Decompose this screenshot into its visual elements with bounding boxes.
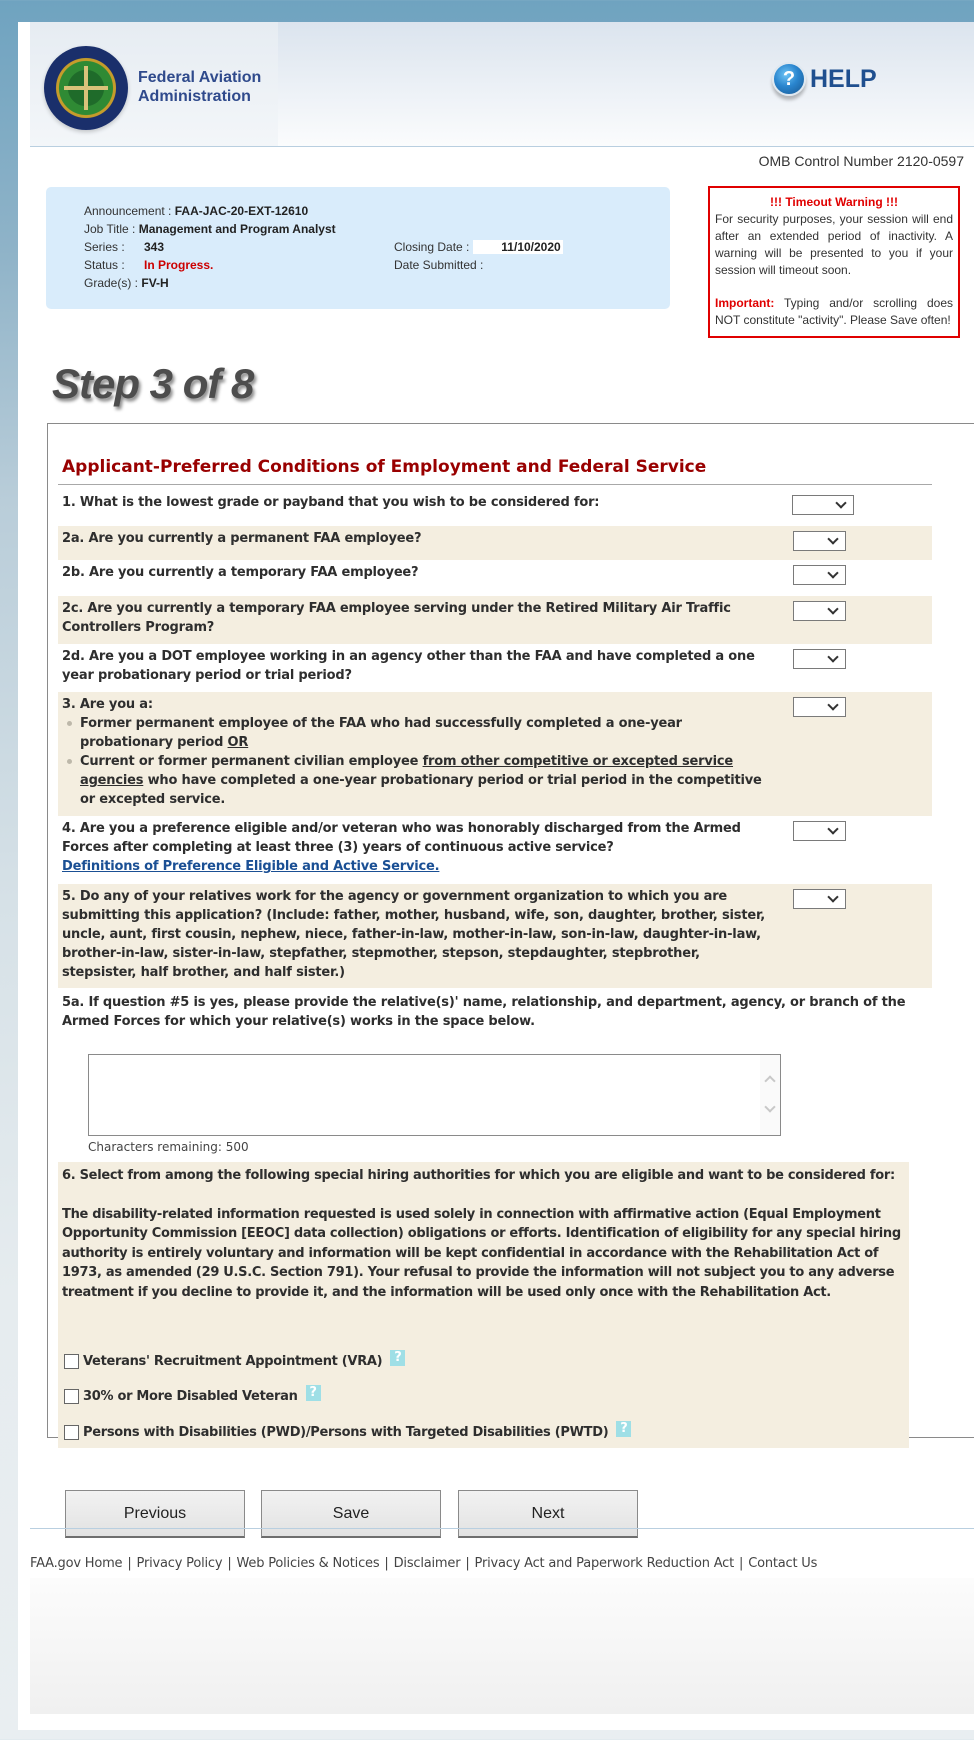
question-2a-text: 2a. Are you currently a permanent FAA employee? — [62, 531, 422, 546]
question-3-select[interactable] — [793, 697, 846, 717]
previous-button[interactable]: Previous — [65, 1490, 245, 1538]
brand-name — [138, 68, 261, 106]
closing-date-row — [394, 240, 563, 254]
question-6 — [58, 1162, 909, 1448]
help-button[interactable] — [772, 62, 877, 96]
question-2d-text: 2d. Are you a DOT employee working in an agency other than the FAA and have completed a one year probationary period or trial period? — [62, 649, 755, 683]
page-container — [18, 22, 974, 1730]
question-2b-select[interactable] — [793, 565, 846, 585]
separator: | — [465, 1556, 470, 1571]
question-4 — [58, 816, 932, 884]
question-2b-text: 2b. Are you currently a temporary FAA employee? — [62, 565, 419, 580]
separator: | — [739, 1556, 744, 1571]
bullet-1-text: Former permanent employee of the FAA who had successfully completed a one-year probationary period — [80, 716, 682, 750]
footer-panel — [30, 1578, 974, 1714]
bullet-2-underline: from other competitive or excepted service agencies — [80, 754, 734, 788]
announcement-label: Announcement : — [84, 204, 175, 218]
important-text: Typing and/or scrolling does NOT constitute "activity". Please Save often! — [715, 296, 953, 327]
question-4-select[interactable] — [793, 821, 846, 841]
timeout-title: !!! Timeout Warning !!! — [770, 195, 898, 209]
next-button[interactable]: Next — [458, 1490, 638, 1538]
question-5a-text: 5a. If question #5 is yes, please provide the relative(s)' name, relationship, and department, agency, or branch of the Armed Forces for which your relative(s) works in the space below. — [62, 995, 906, 1029]
vra-label: Veterans' Recruitment Appointment (VRA) — [83, 1354, 383, 1369]
separator: | — [227, 1556, 232, 1571]
save-button[interactable]: Save — [261, 1490, 441, 1538]
question-2a-select[interactable] — [793, 531, 846, 551]
timeout-warning — [708, 186, 960, 338]
question-3 — [58, 692, 932, 816]
footer-links — [30, 1556, 817, 1571]
timeout-body: For security purposes, your session will end after an extended period of inactivity. A warning will be presented to you if your session will timeout soon. — [715, 212, 953, 277]
status-label: Status : — [84, 258, 125, 272]
question-1 — [58, 490, 932, 524]
status-row — [84, 258, 213, 272]
question-2c — [58, 596, 932, 644]
chevron-down-icon — [827, 699, 838, 710]
footer-link-faa-home[interactable]: FAA.gov Home — [30, 1556, 123, 1571]
characters-remaining: Characters remaining: 500 — [88, 1140, 249, 1154]
question-2d — [58, 644, 932, 692]
title-divider — [58, 484, 932, 485]
relatives-textarea[interactable] — [88, 1054, 781, 1136]
question-5-text: 5. Do any of your relatives work for the agency or government organization to which you are submitting this application? (Include: father, mother, husband, wife, son, daughter, brother, sister, uncle, aunt, first cousin, nephew, niece, father-in-law, mother-in-law, son-in-law, daughter-in-law, brother-in-law, sister-in-law, stepfather, stepmother, stepson, stepdaughter, stepbrother, stepsister, half brother, and half sister.) — [62, 889, 765, 980]
footer-link-privacy-policy[interactable]: Privacy Policy — [136, 1556, 223, 1571]
job-title-label: Job Title : — [84, 222, 139, 236]
checkbox-row-disabled-veteran — [64, 1387, 321, 1407]
date-submitted-label: Date Submitted : — [394, 258, 484, 272]
question-2b — [58, 560, 932, 594]
chevron-down-icon — [835, 497, 846, 508]
footer-link-disclaimer[interactable]: Disclaimer — [393, 1556, 461, 1571]
question-6-intro: 6. Select from among the following special hiring authorities for which you are eligible and want to be considered for: — [62, 1168, 895, 1183]
brand-line-1: Federal Aviation — [138, 69, 262, 86]
vra-help-icon[interactable]: ? — [390, 1350, 405, 1366]
checkbox-row-vra — [64, 1352, 405, 1372]
chevron-down-icon — [827, 891, 838, 902]
status-badge: In Progress. — [144, 258, 214, 272]
job-title-value: Management and Program Analyst — [138, 222, 336, 236]
help-label: HELP — [810, 64, 877, 93]
scroll-up-icon[interactable] — [764, 1075, 775, 1086]
brand-line-2: Administration — [138, 88, 251, 105]
textarea-scrollbar[interactable] — [760, 1055, 780, 1135]
form-panel — [47, 423, 974, 1438]
date-submitted-row — [394, 258, 483, 272]
question-2a — [58, 526, 932, 560]
pwd-checkbox[interactable] — [64, 1425, 79, 1440]
question-6-disclaimer: The disability-related information requested is used solely in connection with affirmative action (Equal Employment Opportunity Commission [EEOC] data collection) obligations or efforts. Identification of eligibility for any special hiring authority is entirely voluntary and information will be kept confidential in accordance with the Rehabilitation Act of 1973, as amended (29 U.S.C. Section 791). Your refusal to provide the information will not subject you to any adverse treatment if you decline to provide it, and the information will be used only once with the Rehabilitation Act. — [62, 1206, 901, 1300]
disabled-veteran-checkbox[interactable] — [64, 1389, 79, 1404]
question-3-options — [62, 714, 772, 809]
separator: | — [127, 1556, 132, 1571]
faa-logo-block[interactable] — [30, 22, 278, 146]
pwd-label: Persons with Disabilities (PWD)/Persons with Targeted Disabilities (PWTD) — [83, 1425, 609, 1440]
scroll-down-icon[interactable] — [764, 1101, 775, 1112]
closing-date-value: 11/10/2020 — [473, 240, 563, 254]
faa-seal-icon — [44, 46, 128, 130]
chevron-down-icon — [827, 567, 838, 578]
series-row — [84, 240, 164, 254]
question-3-bullet-1 — [80, 714, 772, 752]
announcement-info-box — [46, 187, 670, 309]
chevron-down-icon — [827, 533, 838, 544]
announcement-row — [84, 204, 308, 218]
footer-link-privacy-act[interactable]: Privacy Act and Paperwork Reduction Act — [474, 1556, 734, 1571]
job-title-row — [84, 222, 336, 236]
bullet-1-or: OR — [227, 735, 249, 750]
question-3-bullet-2 — [80, 752, 772, 809]
bullet-2-post: who have completed a one-year probationary period or trial period in the competitive or excepted service. — [80, 773, 762, 807]
question-1-text: 1. What is the lowest grade or payband that you wish to be considered for: — [62, 495, 600, 510]
section-title: Applicant-Preferred Conditions of Employment and Federal Service — [62, 457, 707, 477]
disabled-veteran-help-icon[interactable]: ? — [306, 1385, 321, 1401]
footer-link-contact-us[interactable]: Contact Us — [748, 1556, 818, 1571]
grade-value: FV-H — [141, 276, 169, 290]
preference-eligible-definitions-link[interactable]: Definitions of Preference Eligible and Active Service. — [62, 859, 440, 874]
closing-date-label: Closing Date : — [394, 240, 473, 254]
question-5-select[interactable] — [793, 889, 846, 909]
footer-link-web-policies[interactable]: Web Policies & Notices — [236, 1556, 380, 1571]
question-5a — [58, 990, 932, 1050]
question-2c-select[interactable] — [793, 601, 846, 621]
grade-label: Grade(s) : — [84, 276, 142, 290]
omb-control-number: OMB Control Number 2120-0597 — [758, 153, 964, 169]
question-2d-select[interactable] — [793, 649, 846, 669]
question-3-intro: 3. Are you a: — [62, 697, 153, 712]
timeout-important — [715, 295, 953, 329]
disabled-veteran-label: 30% or More Disabled Veteran — [83, 1389, 298, 1404]
vra-checkbox[interactable] — [64, 1354, 79, 1369]
checkbox-row-pwd — [64, 1423, 631, 1443]
pwd-help-icon[interactable]: ? — [616, 1421, 631, 1437]
question-2c-text: 2c. Are you currently a temporary FAA employee serving under the Retired Military Air Traffic Controllers Program? — [62, 601, 731, 635]
help-icon: ? — [772, 62, 806, 96]
chevron-down-icon — [827, 823, 838, 834]
grade-row — [84, 276, 169, 290]
series-label: Series : — [84, 240, 125, 254]
question-5 — [58, 884, 932, 988]
bullet-2-pre: Current or former permanent civilian employee — [80, 754, 423, 769]
chevron-down-icon — [827, 603, 838, 614]
footer-divider — [30, 1528, 974, 1529]
important-label: Important: — [715, 296, 775, 310]
chevron-down-icon — [827, 651, 838, 662]
question-1-select[interactable] — [792, 495, 854, 515]
step-indicator: Step 3 of 8 — [52, 360, 254, 407]
site-header — [30, 22, 974, 147]
separator: | — [384, 1556, 389, 1571]
question-4-text: 4. Are you a preference eligible and/or veteran who was honorably discharged from the Armed Forces after completing at least three (3) years of continuous active service? — [62, 821, 741, 855]
announcement-value: FAA-JAC-20-EXT-12610 — [174, 204, 309, 218]
series-value: 343 — [144, 240, 165, 254]
